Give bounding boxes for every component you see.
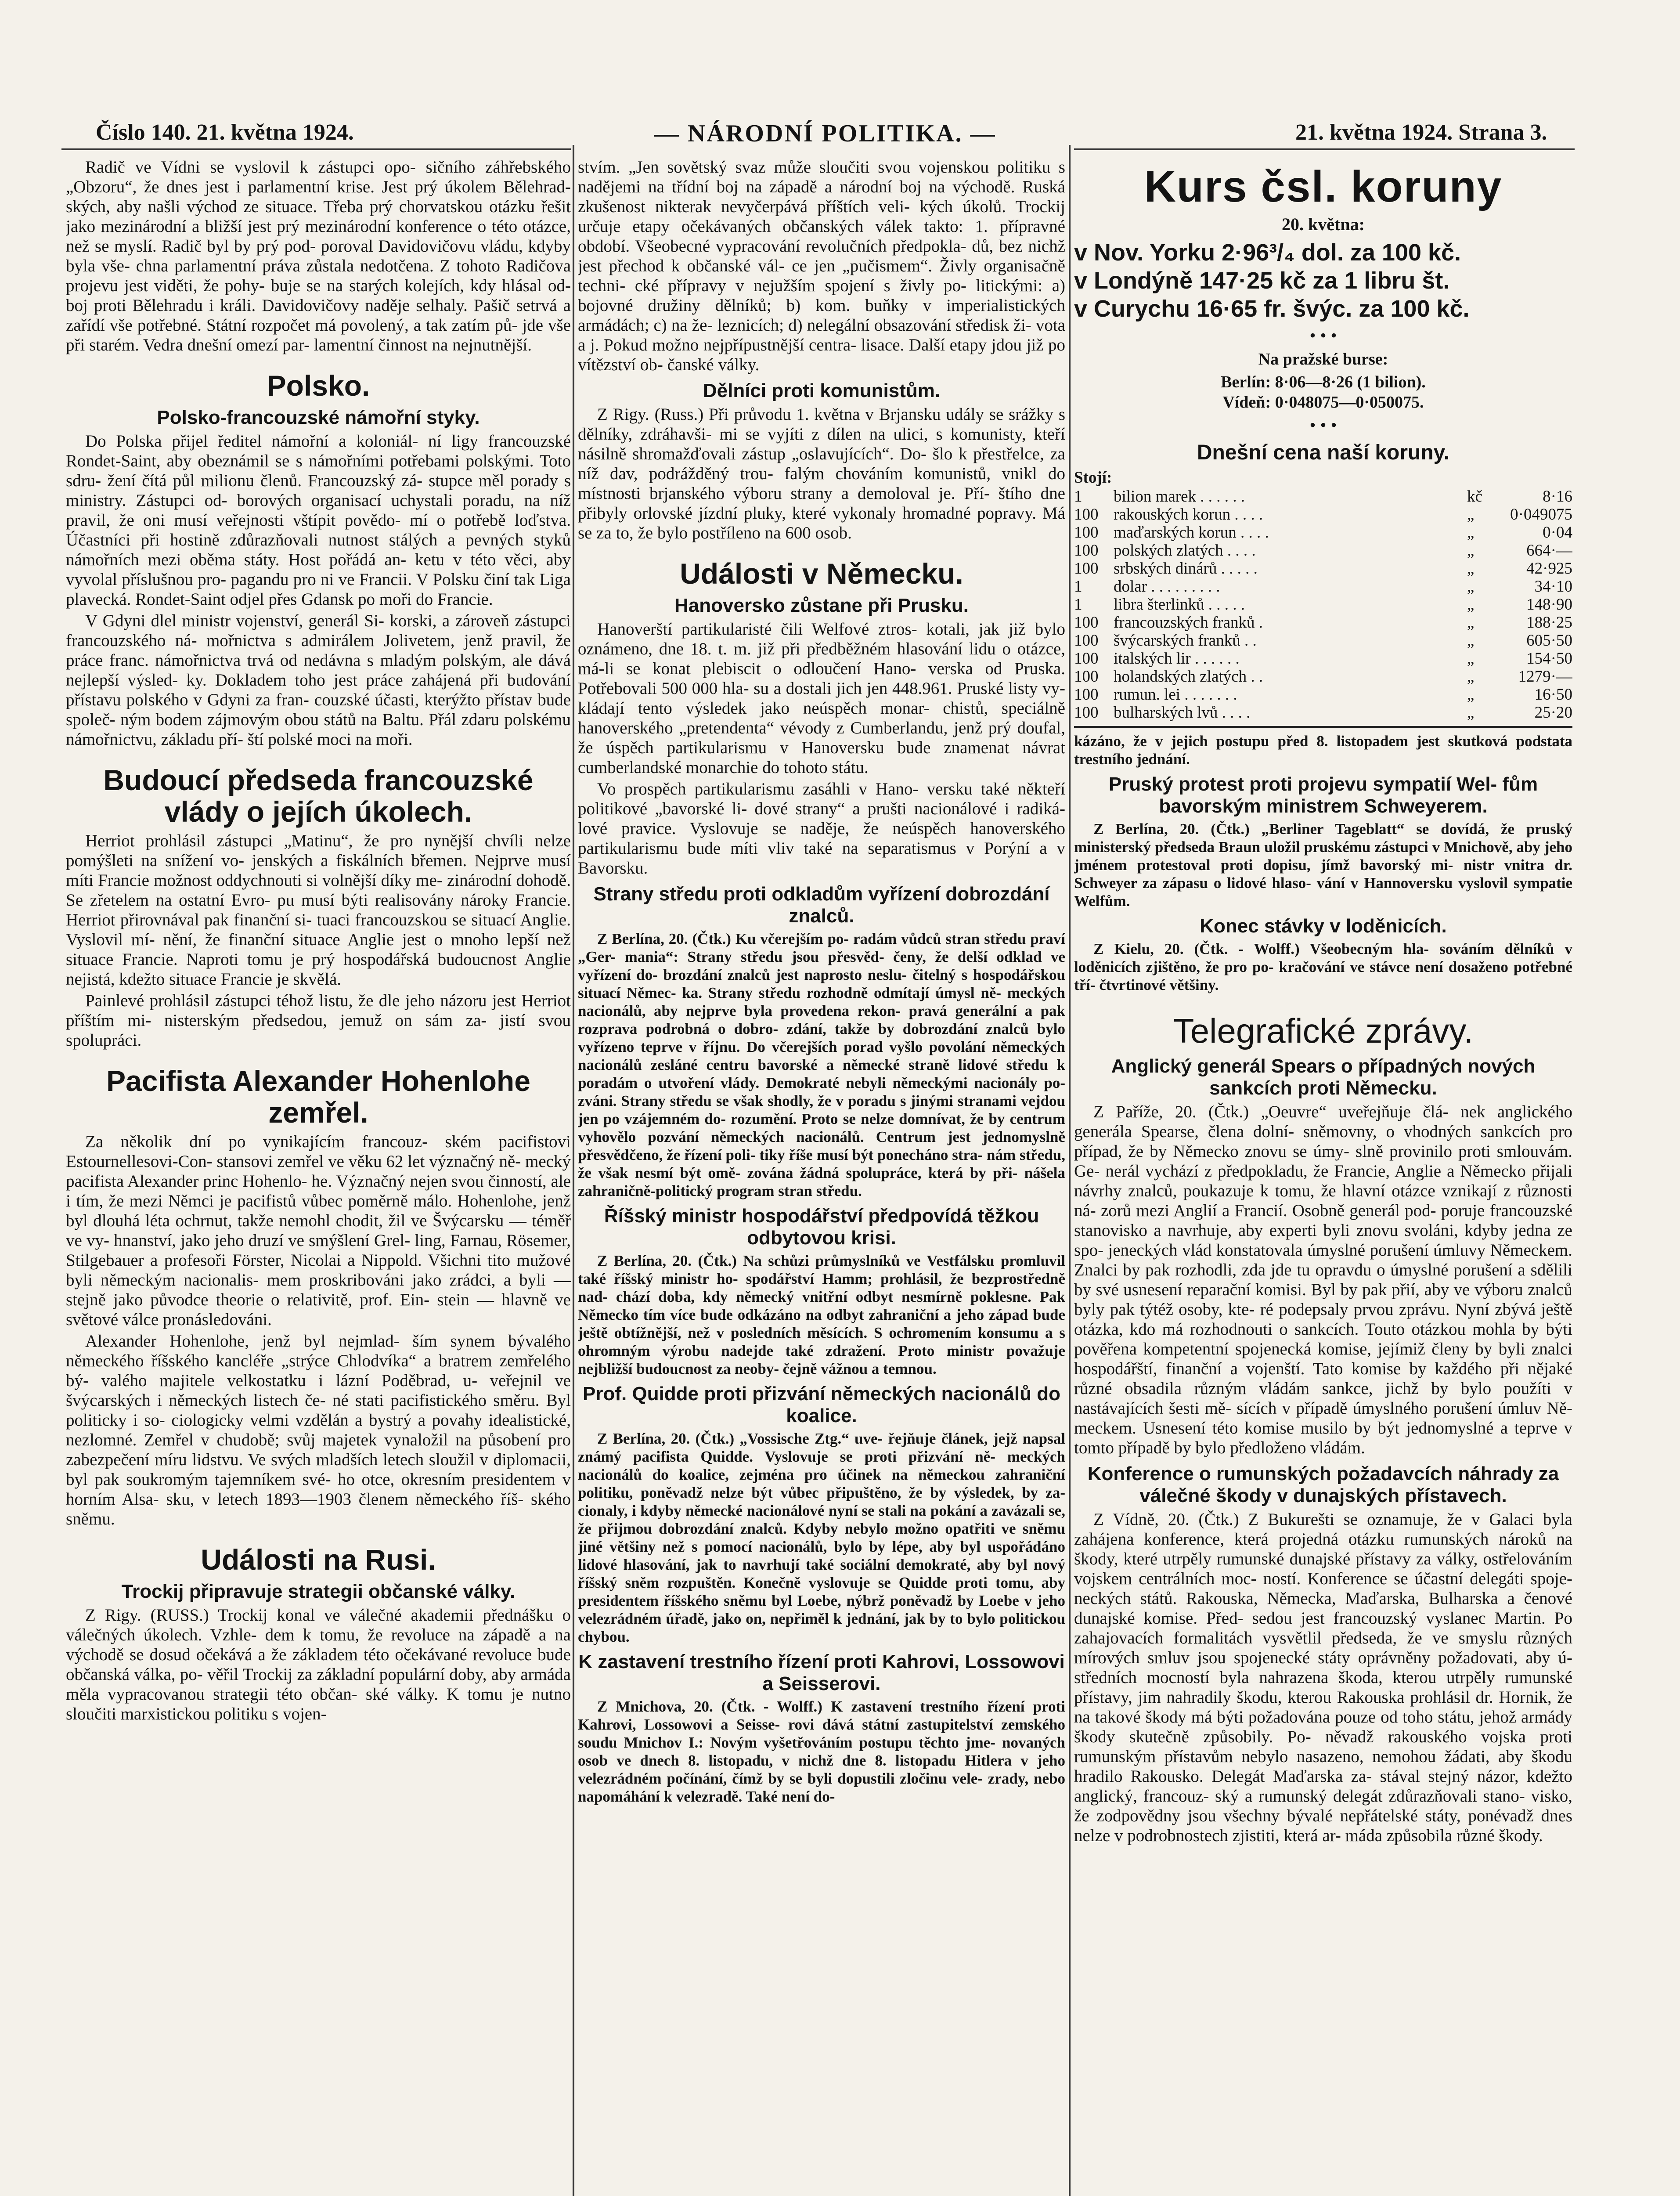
rate-unit: „ [1467, 650, 1475, 668]
rate-row [1074, 524, 1572, 542]
rate-quantity: 1 [1074, 488, 1082, 506]
rate-value: 34·10 [1534, 578, 1572, 596]
rate-value: 42·925 [1526, 560, 1572, 578]
rate-value: 1279·— [1518, 668, 1572, 686]
radic-paragraph: Radič ve Vídni se vyslovil k zástupci opo- sičního záhřebského „Obzoru“, že dnes jest i parlamentní krise. Jest prý úkolem Bělehrad- ských, aby našli východ ze situace. Třeba prý chorvatskou otázku řešit jako mezinárodní a bližší jest prý mezinárodní konference o této otázce, než se myslí. Radič byl by prý pod- poroval Davidovičovu vládu, kdyby byla vše- chna parlamentní práva zůstala nedotčena. Z tohoto Radičova projevu jest viděti, že pohy- buje se na starých kolejích, kdy hlásal od- boj proti Bělehradu i králi. Davidovičovy naděje selhaly. Pašič setrvá a zařídí vše potřebné. Státní rozpočet má povolený, a tak zatím pů- jde vše při starém. Vedra dnešní omezí par- lamentní činnost na nejnutnější. [66, 158, 571, 354]
rate-unit: „ [1467, 578, 1475, 596]
rate-quantity: 100 [1074, 686, 1099, 704]
rate-row [1074, 578, 1572, 596]
rate-unit: „ [1467, 704, 1475, 722]
rate-currency: rumun. lei . . . . . . . [1114, 686, 1237, 704]
hohenlohe-paragraph-1: Za několik dní po vynikajícím francouz- ském pacifistovi Estournellesovi-Con- stansovi zemřel ve věku 62 let význačný ně- mecký pacifista Alexander princ Hohenlo- he. Význačný nejen svou činností, ale i tím, že mezi Němci je pacifistů vůbec poměrně málo. Hohenlohe, jenž byl dlouhá léta ochrnut, takže nemohl chodit, žil ve Švýcarsku — téměř ve vy- hnanství, jako jeho druzí ve smýšlení Grel- ling, Farnau, Rösemer, Stilgebauer a profesoři Förster, Nicolai a Nippold. Všichni tito mužové byli německým nacionalis- mem proskribováni jako zrádci, a byli — stejně jako původce theorie o relativitě, prof. Ein- stein — hlavně ve světové válce pronásledováni. [66, 1132, 571, 1329]
rusi-subheading: Trockij připravuje strategii občanské války. [121, 1581, 516, 1602]
rate-row [1074, 506, 1572, 524]
burza-berlin: Berlín: 8·06—8·26 (1 bilion). [1221, 373, 1426, 391]
rate-value: 8·16 [1543, 488, 1572, 506]
rate-value: 148·90 [1526, 596, 1572, 614]
kurs-dots-2: • • • [1309, 415, 1337, 435]
strany-paragraph: Z Berlína, 20. (Čtk.) Ku včerejším po- radám vůdců stran středu praví „Ger- mania“: Strany středu jsou přesvěd- čeny, že delší odklad ve vyřízení do- brozdání znalců jest naprosto neslu- čitelný s hospodářskou situací Němec- ka. Strany středu rozhodně odmítají úmysl ně- meckých nacionálů, aby nejprve byla provedena rekon- pravá generální a pak rozprava podrobná o dobro- zdání, takže by dobrozdání znalců bylo vyřízeno teprve v říjnu. Do včerejších porad vyšlo povolání německých nacionálů zesláné centru bavorské a německé straně lidové středu k poradám o utvoření vlády. Demokraté nebyli německými nacionály po- zváni. Strany středu se však shodly, že v poradu s jinými stranami vejdou jen po vzájemném do- rozumění. Proto se nelze domnívat, že by centrum vyhovělo pozvání německých nacionálů. Centrum jest jednomyslně přesvědčeno, že řízení poli- tiky říše musí být ponecháno stra- nám středu, že však nesmí být omě- zována žádná spolupráce, která by při- nášela zahraničně-politický program stran středu. [578, 930, 1065, 1199]
rate-value: 154·50 [1526, 650, 1572, 668]
spears-heading: Anglický generál Spears o případných nových sankcích proti Německu. [1111, 1055, 1536, 1099]
kazano-body [1074, 732, 1572, 768]
rate-row [1074, 632, 1572, 650]
rate-row [1074, 704, 1572, 722]
spears-paragraph: Z Paříže, 20. (Čtk.) „Oeuvre“ uveřejňuje člá- nek anglického generála Spearse, člena dolní- sněmovny, o vhodných sankcích pro případ, že by Německo znovu se úmy- slně provinilo proti smlouvám. Ge- nerál vychází z předpokladu, že Francie, Anglie a Německo přijali návrhy znalců, poukazuje k tomu, že hlavní otázce vznikají z různosti ná- zorů mezi Anglií a Francií. Osobně generál pod- poruje francouzské stanovisko a navrhuje, aby experti byli znovu svoláni, kdyby jedna ze spo- jeneckých vlád konstatovala úmyslné porušení úmluvy Německem. Znalci by pak rozhodli, zda jde tu opravdu o úmyslné porušení a sdělili by své usnesení reparační komisi. Byl by pak přií, aby ve výboru znalců byly pak týtéž osoby, kte- ré podepsaly prvou zprávu. Nyní zbývá ještě otázka, kdo má rozhodnouti o sankcích. Touto otázkou mohla by býti pověřena kompetentní spojenecká komise, jejímiž členy by byli znalci hospodářští, finanční a vojenští. Tato komise by každého při nějaké různé obsadila různým vládám sankce, jichž by bylo použíti v nastávajících šesti mě- sících v případě úmyslného porušení úmluv Ně- meckem. Usnesení této komise musilo by být jednomyslné a teprve v tomto případě by bylo předloženo vládám. [1074, 1102, 1572, 1457]
ministr-paragraph: Z Berlína, 20. (Čtk.) Na schůzi průmyslníků ve Vestfálsku promluvil také říšský ministr ho- spodářství Hamm; prohlásil, že bezprostředně nad- chází doba, kdy německý vnitřní odbyt nesmírně poklesne. Pak Německo tím více bude odkázáno na odbyt zahraniční a jeho západ bude ještě obtížnější, než v posledních měsících. S ochromením konsumu a s ohromným výrobu nadejde také zdražení. Proto ministr považuje nejbližší budoucnost za neoby- čejně vážnou a temnou. [578, 1252, 1065, 1377]
polsko-paragraph-1: Do Polska přijel ředitel námořní a koloniál- ní ligy francouzské Rondet-Saint, aby obeznámil se s námořními potřebami polskými. Toto sdru- žení čítá půl milionu členů. Francouzský zá- stupce měl porady s ministry. Zástupci od- borových organisací uchystali poradu, na níž pravil, že oni musí veřejnosti vštípit povědo- mí o potřebě loďstva. Účastníci při hostině zdůrazňovali nutnost stálých a pevných styků námořních mezi oběma státy. Host pořádá an- ketu v této věci, aby vyvolal příslušnou pro- pagandu pro ni ve Francii. V Polsku činí tak Liga plavecká. Rondet-Saint odjel přes Gdansk po moři do Francie. [66, 432, 571, 609]
rate-row [1074, 596, 1572, 614]
kurs-separator [1074, 726, 1572, 728]
rate-value: 0·049075 [1510, 506, 1572, 524]
kazano-paragraph: kázáno, že v jejich postupu před 8. listopadem jest skutková podstata trestního jednání. [1074, 733, 1572, 768]
hohenlohe-heading: Pacifista Alexander Hohenlohe zemřel. [106, 1065, 530, 1129]
rate-quantity: 100 [1074, 704, 1099, 722]
rates-table [1074, 488, 1572, 722]
rate-value: 188·25 [1526, 614, 1572, 632]
rate-unit: „ [1467, 668, 1475, 686]
rate-row [1074, 560, 1572, 578]
kurs-title: Kurs čsl. koruny [1144, 162, 1503, 211]
rate-unit: „ [1467, 614, 1475, 632]
header-masthead: — NÁRODNÍ POLITIKA. — [654, 120, 996, 147]
header-rule-left [61, 148, 571, 150]
rate-currency: francouzských franků . [1114, 614, 1263, 632]
polsko-subheading: Polsko-francouzské námořní styky. [157, 407, 480, 428]
header-page-number: 21. května 1924. Strana 3. [1295, 120, 1547, 145]
rate-currency: italských lir . . . . . . [1114, 650, 1240, 668]
rate-value: 0·04 [1543, 524, 1572, 542]
quidde-paragraph: Z Berlína, 20. (Čtk.) „Vossische Ztg.“ uve- řejňuje článek, jejž napsal známý pacifista Quidde. Vyslovuje se proti přizvání ně- meckých nacionálů do koalice, zejména pro účinek na německou zahraniční politiku, poněvadž nelze být vůbec připuštěno, že by výsledek, by za- cionaly, i kdyby německé nacionálové nyní se stali na pokání a zavázali se, že přijmou dobrozdání znalců. Kdyby nebylo možno opatřiti ve sněmu jiné většiny než s pomocí nacionálů, bylo by lépe, aby byl uspořádáno lidové hlasování, jak to navrhují také sociální demokraté, aby byl nový říšský sněm rozpuštěn. Konečně vyslovuje se Quidde proti tomu, aby presidentem říšského sněmu byl Loebe, nýbrž poněvadž by Loebe v jeho velezrádném úřadě, jako on, nepřiměl k jednání, jak by to bylo politickou chybou. [578, 1430, 1065, 1645]
burza-title: Na pražské burse: [1258, 350, 1388, 368]
komunisti-paragraph: Z Rigy. (Russ.) Při průvodu 1. května v Brjansku udály se srážky s dělníky, zdráhavši- mi se vyjíti z dílen na ulici, s komunisty, kteří násilně shromažďovali zástup „oslavujících“. Do- šlo k přestřelce, za níž dav, podrážděný trou- falým chováním komunistů, vnikl do místnosti brjanského výboru strany a demoloval je. Pří- štího dne přibyly orlovské jízdní pluky, které vykonaly hromadné popravy. Má se za to, že bylo postříleno na 600 osob. [578, 405, 1065, 542]
herriot-paragraph-2: Painlevé prohlásil zástupci téhož listu, že dle jeho názoru jest Herriot příštím mi- nisterským předsedou, jemuž on sám za- jistí svou spolupráci. [66, 991, 571, 1050]
rate-unit: „ [1467, 506, 1475, 524]
rate-row [1074, 650, 1572, 668]
rate-unit: „ [1467, 560, 1475, 578]
rumuni-heading: Konference o rumunských požadavcích náhrady za válečné škody v dunajských přístavech. [1087, 1463, 1559, 1506]
rusi-heading: Události na Rusi. [201, 1543, 436, 1576]
rate-row [1074, 614, 1572, 632]
rate-unit: „ [1467, 542, 1475, 560]
kahr-paragraph: Z Mnichova, 20. (Čtk. - Wolff.) K zastavení trestního řízení proti Kahrovi, Lossowovi a Seisse- rovi dává státní zastupitelství zemského soudu Mnichov I.: Novým vyšetřováním postupu těchto jme- novaných osob ve dnech 8. listopadu, v nichž dne 8. listopadu Hitlera v jeho velezrádném počínání, čímž by se byli dopustili zločinu vele- zrady, nebo napomáhání k velezradě. Také není do- [578, 1698, 1065, 1805]
komunisti-heading: Dělníci proti komunistům. [703, 380, 941, 401]
rate-value: 605·50 [1526, 632, 1572, 650]
rate-unit: „ [1467, 686, 1475, 704]
rusi-paragraph: Z Rigy. (RUSS.) Trockij konal ve válečné akademii přednášku o válečných úkolech. Vzhle- dem k tomu, že revoluce na západě a na východě se dosud očekává a že základem této očekávané revoluce bude občanská válka, po- věřil Trockij za základní populární doby, aby armáda měla vypracovanou strategii této občan- ské války. K tomu je nutno sloučiti marxistickou politiku s vojen- [66, 1606, 571, 1723]
rate-unit: „ [1467, 632, 1475, 650]
kurs-dots-1: • • • [1309, 325, 1337, 345]
lodenice-paragraph: Z Kielu, 20. (Čtk. - Wolff.) Všeobecným hla- sováním dělníků v loděnicích zjištěno, že pro po- kračování ve stávce není dosaženo potřebné tří- čtvrtinové většiny. [1074, 940, 1572, 993]
rate-row [1074, 686, 1572, 704]
rate-unit: „ [1467, 596, 1475, 614]
telegraf-heading: Telegrafické zprávy. [1173, 1011, 1474, 1050]
dnes-cena-heading: Dnešní cena naší koruny. [1197, 441, 1450, 464]
rate-currency: bulharských lvů . . . . [1114, 704, 1251, 722]
column-2 [578, 157, 1065, 2196]
nemecko-heading: Události v Německu. [680, 557, 963, 590]
ministr-heading: Říšský ministr hospodářství předpovídá těžkou odbytovou krisi. [604, 1205, 1039, 1249]
rate-value: 16·50 [1534, 686, 1572, 704]
polsko-paragraph-2: V Gdyni dlel ministr vojenství, generál Si- korski, a zároveň zástupci francouzského ná- mořnictva s admirálem Jolivetem, jenž pravil, že práce franc. námořnictva trvá od nedávna s mladým polským, ale dává nejlepší výsled- ky. Dokladem toho jest práce zahájená při budování přístavu polského v Gdyni za fran- couzské účasti, kterýžto přístav bude společ- ným bodem zájmovým obou států na Baltu. Přál zdaru polskému námořnictvu, základu pří- ští polské moci na moři. [66, 611, 571, 749]
header-issue-date: Číslo 140. 21. května 1924. [96, 120, 354, 145]
column-rule-2 [1069, 145, 1071, 2196]
rate-row [1074, 488, 1572, 506]
lodenice-heading: Konec stávky v loděnicích. [1200, 915, 1447, 937]
lodenice-body [1074, 940, 1572, 994]
hohenlohe-paragraph-2: Alexander Hohenlohe, jenž byl nejmlad- ším synem bývalého německého říšského kancléře „strýce Chlodvíka“ a bratrem zemřelého bý- valého majitele velkostatku i lázní Poděbrad, u- veřejnil ve švýcarských i německých listech če- né stati pacifistického směru. Byl politicky i so- ciologicky velmi vzdělán a bystrý a povahy idealistické, nezlomné. Zemřel v chudobě; svůj majetek vynaložil na působení pro zabezpečení míru lidstvu. Ve svých mladších letech sloužil v diplomacii, byl pak soukromým tajemníkem své- ho otce, okresním presidentem v horním Alsa- sku, v letech 1893—1903 členem německého říš- ského sněmu. [66, 1332, 571, 1528]
column-3 [1074, 157, 1572, 2196]
column-1 [66, 157, 571, 2196]
rate-unit: „ [1467, 524, 1475, 542]
rate-currency: holandských zlatých . . [1114, 668, 1263, 686]
rate-currency: maďarských korun . . . . [1114, 524, 1269, 542]
prusky-heading: Pruský protest proti projevu sympatií Wel- fům bavorským ministrem Schweyerem. [1108, 773, 1538, 817]
burza-viden: Vídeň: 0·048075—0·050075. [1222, 393, 1424, 412]
rate-quantity: 100 [1074, 668, 1099, 686]
rate-quantity: 100 [1074, 614, 1099, 632]
rate-quantity: 1 [1074, 578, 1082, 596]
column-rule-1 [573, 145, 574, 2196]
prusky-body [1074, 820, 1572, 910]
rate-value: 25·20 [1534, 704, 1572, 722]
kurs-curych: v Curychu 16·65 fr. švýc. za 100 kč. [1074, 296, 1470, 322]
rate-quantity: 100 [1074, 650, 1099, 668]
rate-row [1074, 668, 1572, 686]
nemecko-paragraph-1: Hanoverští partikularisté čili Welfové ztros- kotali, jak již bylo oznámeno, dne 18. t. m. již při předběžném hlasování lidu o otázce, má-li se konat plebiscit o odloučení Hano- verska od Pruska. Potřebovali 500 000 hla- su a dostali jich jen 448.961. Pruské listy vy- kládají tento výsledek jako neúspěch monar- chistů, speciálně hanoverského „pretendenta“ vévody z Cumberlandu, jenž prý doufal, že úspěch partikularismu v Hanoversku bude znamenat návrat cumberlandské monarchie do tohoto státu. [578, 620, 1065, 777]
rate-quantity: 100 [1074, 542, 1099, 560]
rate-row [1074, 542, 1572, 560]
rumuni-paragraph: Z Vídně, 20. (Čtk.) Z Bukurešti se oznamuje, že v Galaci byla zahájena konference, která projedná otázku rumunských nároků na škody, které utrpěly rumunské dunajské přístavy za války, ostřelováním vojskem centrálních moc- ností. Konference se účastní delegáti spoje- neckých států. Rakouska, Německa, Maďarska, Bulharska a čenové dunajské komise. Před- sedou jest francouzský vyslanec Martin. Po zahajovacích formalitách vysvětlil předseda, že ve smyslu různých mírových smluv jsou spojenecké státy oprávněny požadovati, aby ú- středních mocností byla nahrazena škoda, kterou utrpěly rumunské přístavy, jim nahradily škodu, kterou Rakouska prohlásil dr. Hornik, že na takové škody má býti požadována pouze od toho státu, jehož armády škody skutečně způsobily. Po- něvadž rakouského vojska proti rumunským přístavům nebylo nasazeno, nemohou žádati, aby škodu hradilo Rakousko. Delegát Maďarska za- stával stejný názor, kdežto anglický, francouz- ský a rumunský delegát zdůrazňovali stano- visko, že zodpovědny jsou všechny bývalé nepřátelské státy, ponévadž dnes nelze v podrobnostech zjistiti, která ar- máda způsobila různé škody. [1074, 1510, 1572, 1845]
kurs-date: 20. května: [1282, 214, 1365, 234]
stoji-label: Stojí: [1074, 469, 1112, 487]
rate-currency: rakouských korun . . . . [1114, 506, 1263, 524]
herriot-heading: Budoucí předseda francouzské vlády o jejích úkolech. [103, 764, 534, 828]
nemecko-paragraph-2: Vo prospěch partikularismu zasáhli v Hano- versku také někteří politikové „bavorské li- dové strany“ a prušti nacionálové i radiká- lové pravice. Vyslovuje se naděje, že neúspěch hanoverského partikularismu bude míti vliv také na separatismus v Porýní a v Bavorsku. [578, 780, 1065, 878]
rate-currency: bilion marek . . . . . . [1114, 488, 1245, 506]
rate-quantity: 100 [1074, 632, 1099, 650]
nemecko-subheading: Hanoversko zůstane při Prusku. [674, 595, 969, 616]
rate-currency: švýcarských franků . . [1114, 632, 1257, 650]
rate-quantity: 1 [1074, 596, 1082, 614]
quidde-heading: Prof. Quidde proti přizvání německých nacionálů do koalice. [583, 1383, 1060, 1427]
header-rule-right [1074, 148, 1575, 150]
strany-body [578, 930, 1065, 1200]
polsko-heading: Polsko. [267, 369, 370, 402]
trockij-continuation: stvím. „Jen sovětský svaz může sloučiti svou vojenskou politiku s nadějemi na třídní boj na západě a národní boj na východě. Ruská zkušenost nikterak nevyčerpává příštích veli- kých úkolů. Trockij určuje etapy očekávaných občanských válek takto: 1. přípravné období. Všeobecné vypracování revolučních předpokla- dů, bez nichž jest přechod k občanské vál- ce jen „pučismem“. Živly organisačně techni- cké přípravy v nejužším spojení s živly po- litickými: a) bojovné družiny dělníků; b) kom. buňky v imperialistických armádách; c) na že- leznicích; d) nelegální obsazování středisk ži- vota a j. Pokud možno nejpřípustnější centra- lisace. Další etapy jdou již po vítězství ob- čanské války. [578, 158, 1065, 374]
rate-currency: polských zlatých . . . . [1114, 542, 1256, 560]
rate-quantity: 100 [1074, 560, 1099, 578]
rate-quantity: 100 [1074, 524, 1099, 542]
prusky-paragraph: Z Berlína, 20. (Čtk.) „Berliner Tageblatt“ se dovídá, že pruský ministerský předseda Braun uložil pruskému zástupci v Mnichově, aby jeho jménem protestoval proti dopisu, jímž bavorský mi- nistr vnitra dr. Schweyer za zápasu o lidové hlaso- vání v Hannoversku vyslovil sympatie Welfům. [1074, 820, 1572, 910]
kurs-new-york: v Nov. Yorku 2·96³/₄ dol. za 100 kč. [1074, 239, 1461, 266]
rate-currency: dolar . . . . . . . . . [1114, 578, 1220, 596]
quidde-body [578, 1430, 1065, 1646]
strany-heading: Strany středu proti odkladům vyřízení dobrozdání znalců. [593, 883, 1050, 927]
rate-currency: libra šterlinků . . . . . [1114, 596, 1245, 614]
rate-currency: srbských dinárů . . . . . [1114, 560, 1258, 578]
rate-value: 664·— [1526, 542, 1572, 560]
kahr-body [578, 1698, 1065, 1806]
kahr-heading: K zastavení trestního řízení proti Kahrovi, Lossowovi a Seisserovi. [578, 1651, 1065, 1694]
rate-unit: kč [1467, 488, 1482, 506]
kurs-london: v Londýně 147·25 kč za 1 libru št. [1074, 267, 1450, 294]
rate-quantity: 100 [1074, 506, 1099, 524]
herriot-paragraph-1: Herriot prohlásil zástupci „Matinu“, že pro nynější chvíli nelze pomýšleti na snížení vo- jenských a fiskálních břemen. Nejprve musí míti Francie možnost oddychnouti si volnější díky me- zinárodní dohodě. Se zřetelem na ostatní Evro- pu musí býti realisovány nároky Francie. Herriot přirovnával pak finanční si- tuaci francouzskou se situací Anglie. Vyslovil mí- nění, že finanční situace Anglie jest o mnoho lepší než situace Francie. Naproti tomu je prý hospodářská budoucnost Anglie nejistá, kdežto situace Francie je skvělá. [66, 831, 571, 989]
ministr-body [578, 1252, 1065, 1378]
